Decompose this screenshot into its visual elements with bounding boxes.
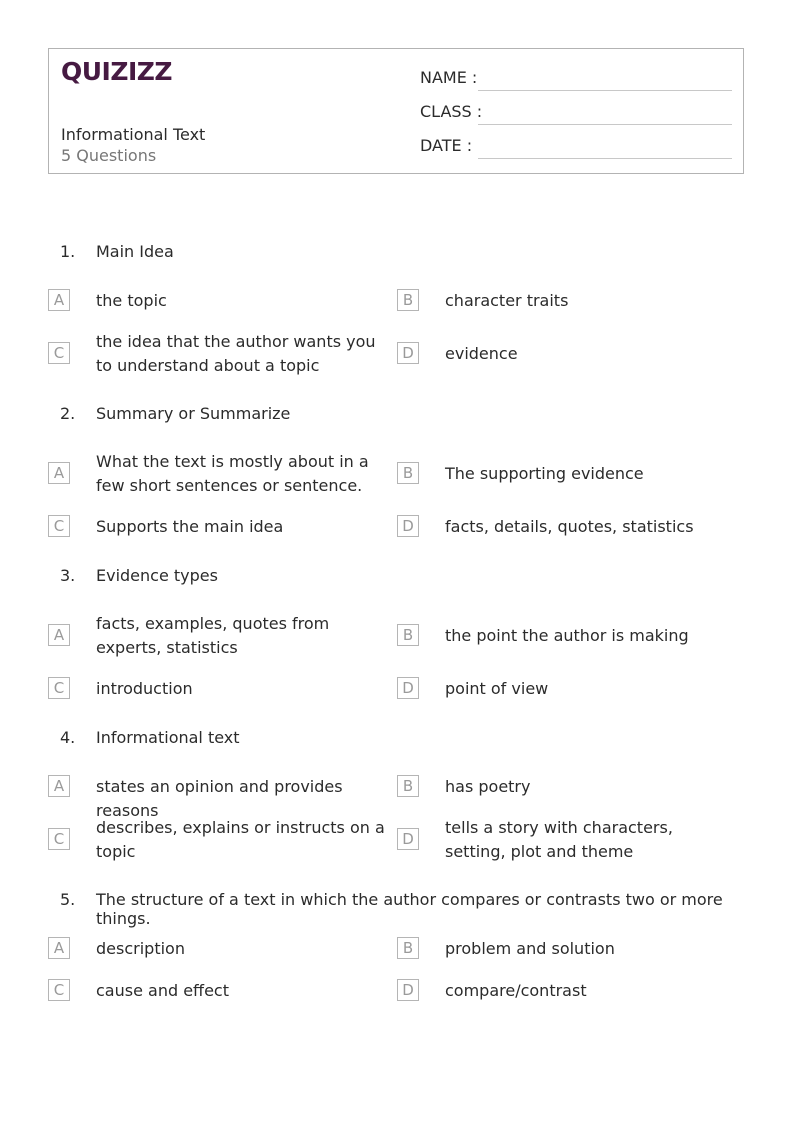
question-text: Summary or Summarize [96,404,291,423]
option-letter-c[interactable]: C [48,979,70,1001]
question-number: 1. [60,242,76,261]
option-text-b: character traits [445,291,569,310]
option-text-d: tells a story with characters, setting, plot and theme [445,818,673,861]
question-text: Evidence types [96,566,218,585]
option-text-a: the topic [96,291,167,310]
question-text: Informational text [96,728,240,747]
question-text: Main Idea [96,242,174,261]
quizizz-logo: QUIZIZZ [61,57,173,86]
option-letter-b[interactable]: B [397,289,419,311]
class-line[interactable] [478,124,732,125]
question-number: 2. [60,404,76,423]
question-number: 3. [60,566,76,585]
option-letter-b[interactable]: B [397,462,419,484]
option-text-d: compare/contrast [445,981,587,1000]
option-text-c: the idea that the author wants you to understand about a topic [96,332,376,375]
option-letter-c[interactable]: C [48,828,70,850]
option-text-b: problem and solution [445,939,615,958]
name-field[interactable] [420,68,476,87]
option-letter-a[interactable]: A [48,462,70,484]
option-letter-b[interactable]: B [397,624,419,646]
option-text-c: cause and effect [96,981,229,1000]
option-letter-c[interactable]: C [48,515,70,537]
option-text-c: introduction [96,679,193,698]
class-field[interactable] [420,102,483,121]
option-letter-c[interactable]: C [48,342,70,364]
class-label: CLASS : [420,102,483,121]
option-letter-d[interactable]: D [397,979,419,1001]
date-label: DATE : [420,136,473,155]
option-text-c: Supports the main idea [96,517,284,536]
question-number: 4. [60,728,76,747]
option-letter-d[interactable]: D [397,828,419,850]
option-text-b: has poetry [445,777,531,796]
option-text-d: facts, details, quotes, statistics [445,517,694,536]
name-line[interactable] [478,90,732,91]
option-letter-d[interactable]: D [397,677,419,699]
option-letter-a[interactable]: A [48,289,70,311]
option-letter-b[interactable]: B [397,775,419,797]
option-text-d: evidence [445,344,518,363]
option-letter-c[interactable]: C [48,677,70,699]
option-text-b: the point the author is making [445,626,689,645]
option-text-a: description [96,939,185,958]
option-letter-b[interactable]: B [397,937,419,959]
option-text-a: What the text is mostly about in a few short sentences or sentence. [96,452,369,495]
option-text-a: facts, examples, quotes from experts, statistics [96,614,330,657]
option-letter-a[interactable]: A [48,624,70,646]
option-letter-d[interactable]: D [397,342,419,364]
question-number: 5. [60,890,76,909]
question-text: The structure of a text in which the author compares or contrasts two or more things. [96,890,723,928]
option-text-c: describes, explains or instructs on a topic [96,818,385,861]
worksheet-title: Informational Text [61,125,206,144]
date-line[interactable] [478,158,732,159]
option-letter-a[interactable]: A [48,937,70,959]
worksheet-header [48,48,744,174]
name-label: NAME : [420,68,478,87]
date-field[interactable] [420,136,476,155]
option-text-b: The supporting evidence [445,464,644,483]
option-text-d: point of view [445,679,549,698]
question-count: 5 Questions [61,146,157,165]
option-letter-a[interactable]: A [48,775,70,797]
option-text-a: states an opinion and provides reasons [96,777,343,820]
option-letter-d[interactable]: D [397,515,419,537]
